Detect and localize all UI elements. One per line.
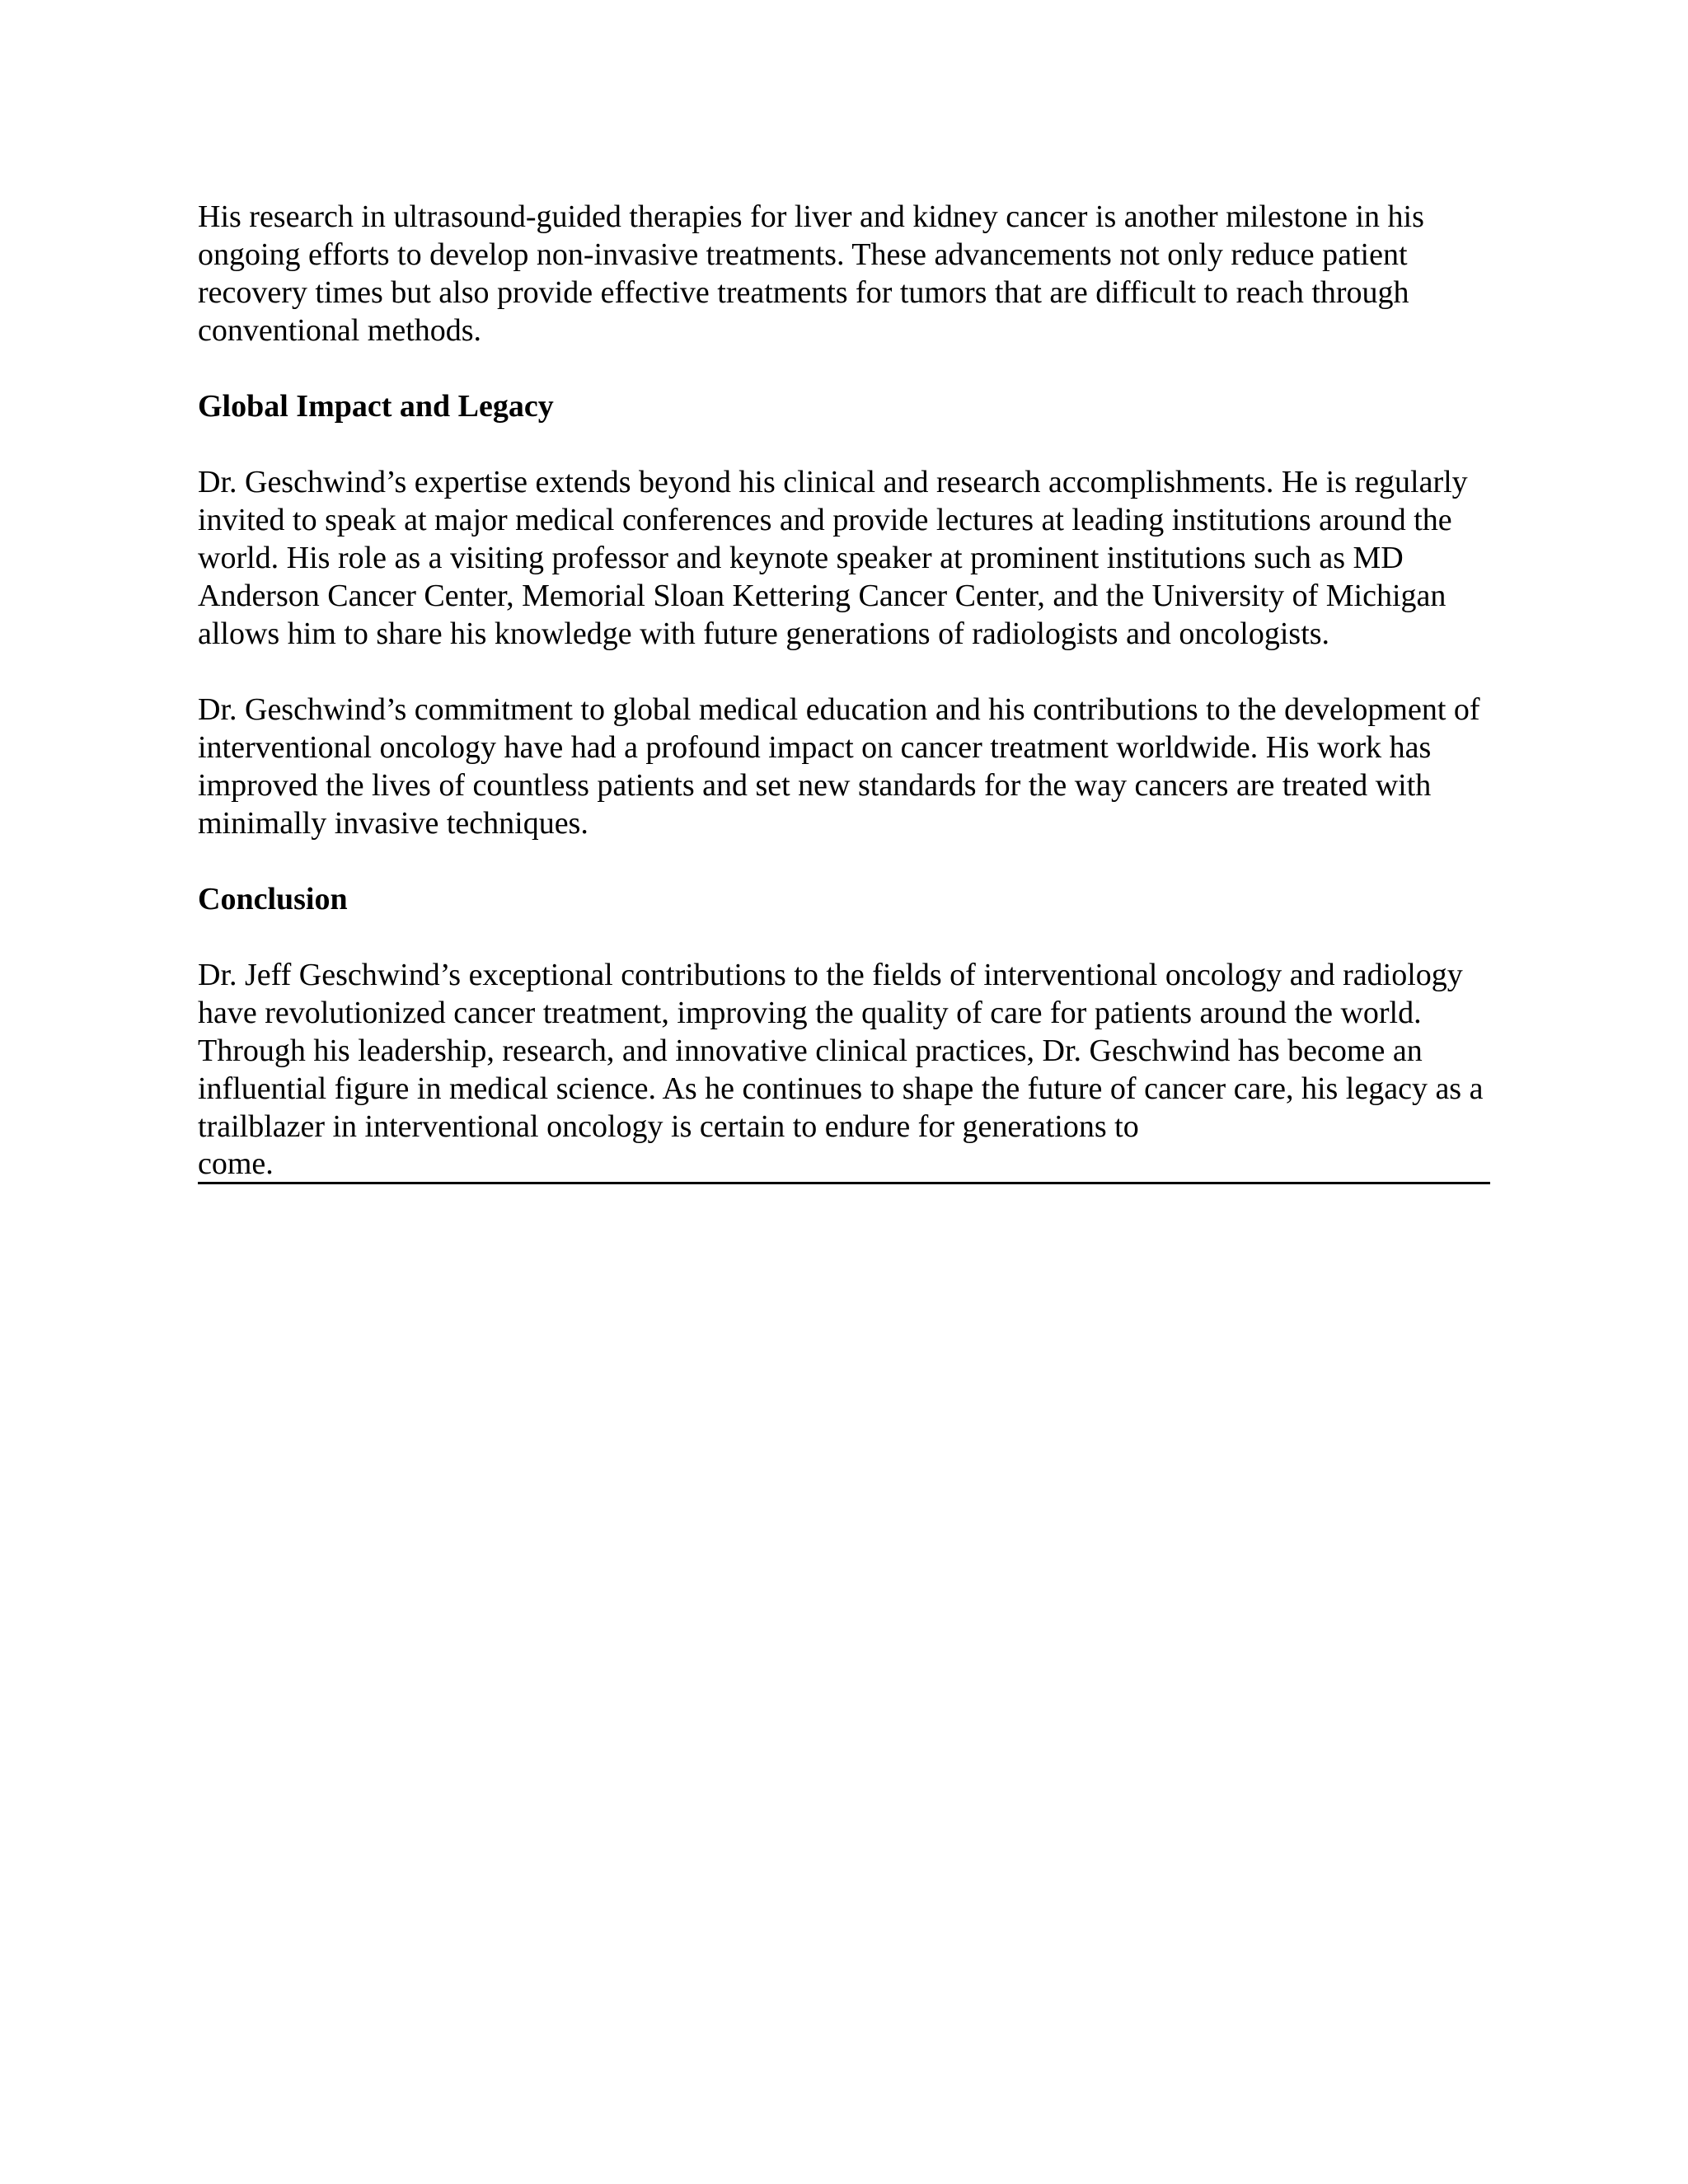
- paragraph-ultrasound-research: His research in ultrasound-guided therapies for liver and kidney cancer is another milestone in his ongoing efforts to develop non-invasive treatments. These advancements not only reduce patient recovery times but also provide effective treatments for tumors that are difficult to reach through conventional methods.: [198, 199, 1424, 348]
- paragraph-conclusion-text: Dr. Jeff Geschwind’s exceptional contributions to the fields of interventional oncology and radiology have revolutionized cancer treatment, improving the quality of care for patients around the world. Through his leadership, research, and innovative clinical practices, Dr. Geschwind has become an influential figure in medical science. As he continues to shape the future of cancer care, his legacy as a trailblazer in interventional oncology is certain to endure for generations to: [198, 958, 1484, 1144]
- paragraph-conclusion: [198, 956, 1490, 1184]
- paragraph-commitment: Dr. Geschwind’s commitment to global medical education and his contributions to the development of interventional oncology have had a profound impact on cancer treatment worldwide. His work has improved the lives of countless patients and set new standards for the way cancers are treated with minimally invasive techniques.: [198, 692, 1480, 841]
- document-body: [198, 198, 1490, 1184]
- paragraph-conclusion-underlined-tail: come.: [198, 1146, 1490, 1184]
- heading-conclusion: Conclusion: [198, 882, 348, 916]
- heading-global-impact: Global Impact and Legacy: [198, 389, 554, 424]
- paragraph-expertise: Dr. Geschwind’s expertise extends beyond his clinical and research accomplishments. He is regularly invited to speak at major medical conferences and provide lectures at leading institutions around the world. His role as a visiting professor and keynote speaker at prominent institutions such as MD Anderson Cancer Center, Memorial Sloan Kettering Cancer Center, and the University of Michigan allows him to share his knowledge with future generations of radiologists and oncologists.: [198, 465, 1468, 651]
